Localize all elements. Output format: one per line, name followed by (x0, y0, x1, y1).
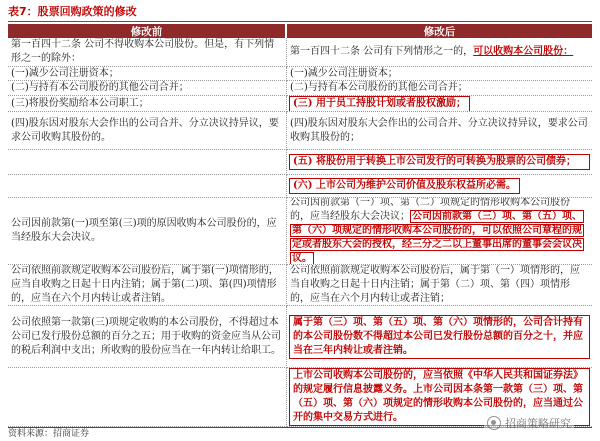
table-row (8, 306, 592, 368)
table-row (8, 175, 592, 198)
cell-before (8, 81, 287, 96)
cell-text (287, 198, 592, 265)
logo-icon (487, 416, 501, 430)
highlight-box: (六) 上市公司为维护公司价值及股东权益所必需。 (289, 178, 520, 194)
cell-text: (四)股东因对股东大会作出的公司合并、分立决议持异议，要求公司收购其股份的。 (11, 117, 279, 143)
table-row (8, 150, 592, 175)
cell-text: (三)将股份奖励给本公司职工； (11, 97, 149, 109)
cell-text: (一)减少公司注册资本； (11, 67, 119, 79)
cell-before-empty (8, 150, 287, 175)
table-row (8, 81, 592, 96)
plain-text: 第一百四十二条 公司有下列情形之一的， (290, 46, 474, 57)
highlight-box: 属于第（三）项、第（五）项、第（六）项情形的，公司合计持有的本公司股份数不得超过本公司已发行股份总额的百分之十，并应当在三年内转让或者注销。 (289, 315, 590, 359)
table-caption (8, 4, 592, 22)
cell-after (287, 198, 592, 265)
cell-text: (二)与持有本公司股份的其他公司合并； (290, 82, 468, 93)
cell-text: 公司依照前款规定收购本公司股份后，属于第(一)项情形的，应当自收购之日起十日内注销；属于第(二)项、第(四)项情形的，应当在六个月内转让或者注销。 (11, 265, 279, 304)
cell-after (287, 112, 592, 150)
header-before: 修改前 (8, 24, 287, 38)
highlight-box: (五) 将股份用于转换上市公司发行的可转换为股票的公司债券； (289, 154, 590, 170)
cell-before (8, 306, 287, 368)
cell-before (8, 198, 287, 265)
source-note: 资料来源：招商证券 (8, 429, 90, 439)
comparison-table (8, 24, 592, 428)
cell-text: (四)股东因对股东大会作出的公司合并、分立决议持异议，要求公司收购其股份的； (290, 117, 588, 143)
watermark-logo (484, 413, 574, 433)
cell-text: 公司依照第一款第(三)项规定收购的本公司股份，不得超过本公司已发行股份总额的百分之五；用于收购的资金应当从公司的税后利润中支出；所收购的股份应当在一年内转让给职工。 (11, 316, 281, 356)
table-row (8, 112, 592, 150)
table-row (8, 96, 592, 112)
highlight-text: 公司因前款第（三）项、第（五）项、第（六）项规定的情形收购本公司股份的，可以依照公司章程的规定或者股东大会的授权，经三分之二以上董事出席的董事会会议决议。 (292, 211, 582, 264)
plain-text: 公司因前款第（一）项、第（二）项规定的情形收购本公司股份的，应当经股东大会决议； (290, 198, 570, 222)
table-row (8, 265, 592, 306)
cell-before (8, 67, 287, 81)
cell-before (8, 96, 287, 112)
table-row (8, 67, 592, 81)
cell-after (287, 38, 592, 67)
cell-after (287, 67, 592, 81)
cell-before-empty (8, 175, 287, 198)
header-after: 修改后 (287, 24, 592, 38)
highlight-box: (三) 用于员工持股计划或者股权激励； (289, 96, 470, 112)
cell-text: 公司因前款第(一)项至第(三)项的原因收购本公司股份的，应当经股东大会决议。 (11, 218, 277, 243)
cell-after (287, 175, 592, 198)
cell-text: (一)减少公司注册资本； (290, 67, 398, 79)
table-header-row (8, 24, 592, 38)
cell-before (8, 38, 287, 67)
table-row (8, 38, 592, 67)
highlight-box: 上市公司收购本公司股份的，应当依照《中华人民共和国证券法》的规定履行信息披露义务。上市公司因本条第一款第（三）项、第（五）项、第（六）项规定的情形收购本公司股份的，应当通过公开的集中交易方式进行。 (289, 368, 590, 426)
cell-text (287, 45, 592, 59)
cell-before (8, 112, 287, 150)
table-row (8, 198, 592, 265)
cell-text: (二)与持有本公司股份的其他公司合并； (11, 82, 189, 93)
cell-text: 第一百四十二条 公司不得收购本公司股份。但是，有下列情形之一的除外： (11, 39, 275, 64)
watermark-text: 招商策略研究 (505, 417, 571, 430)
cell-after (287, 81, 592, 96)
cell-after (287, 96, 592, 112)
cell-before (8, 265, 287, 306)
cell-before-empty (8, 368, 287, 427)
cell-text: 公司依照前款规定收购本公司股份后，属于第（一）项情形的，应当自收购之日起十日内注销；属于第（二）项、第（四）项情形的，应当在六个月内转让或者注销； (290, 265, 580, 304)
cell-after (287, 306, 592, 368)
table-title: 表7：股票回购政策的修改 (8, 5, 137, 18)
highlight-text: 可以收购本公司股份： (473, 46, 574, 57)
cell-after (287, 265, 592, 306)
cell-after (287, 150, 592, 175)
